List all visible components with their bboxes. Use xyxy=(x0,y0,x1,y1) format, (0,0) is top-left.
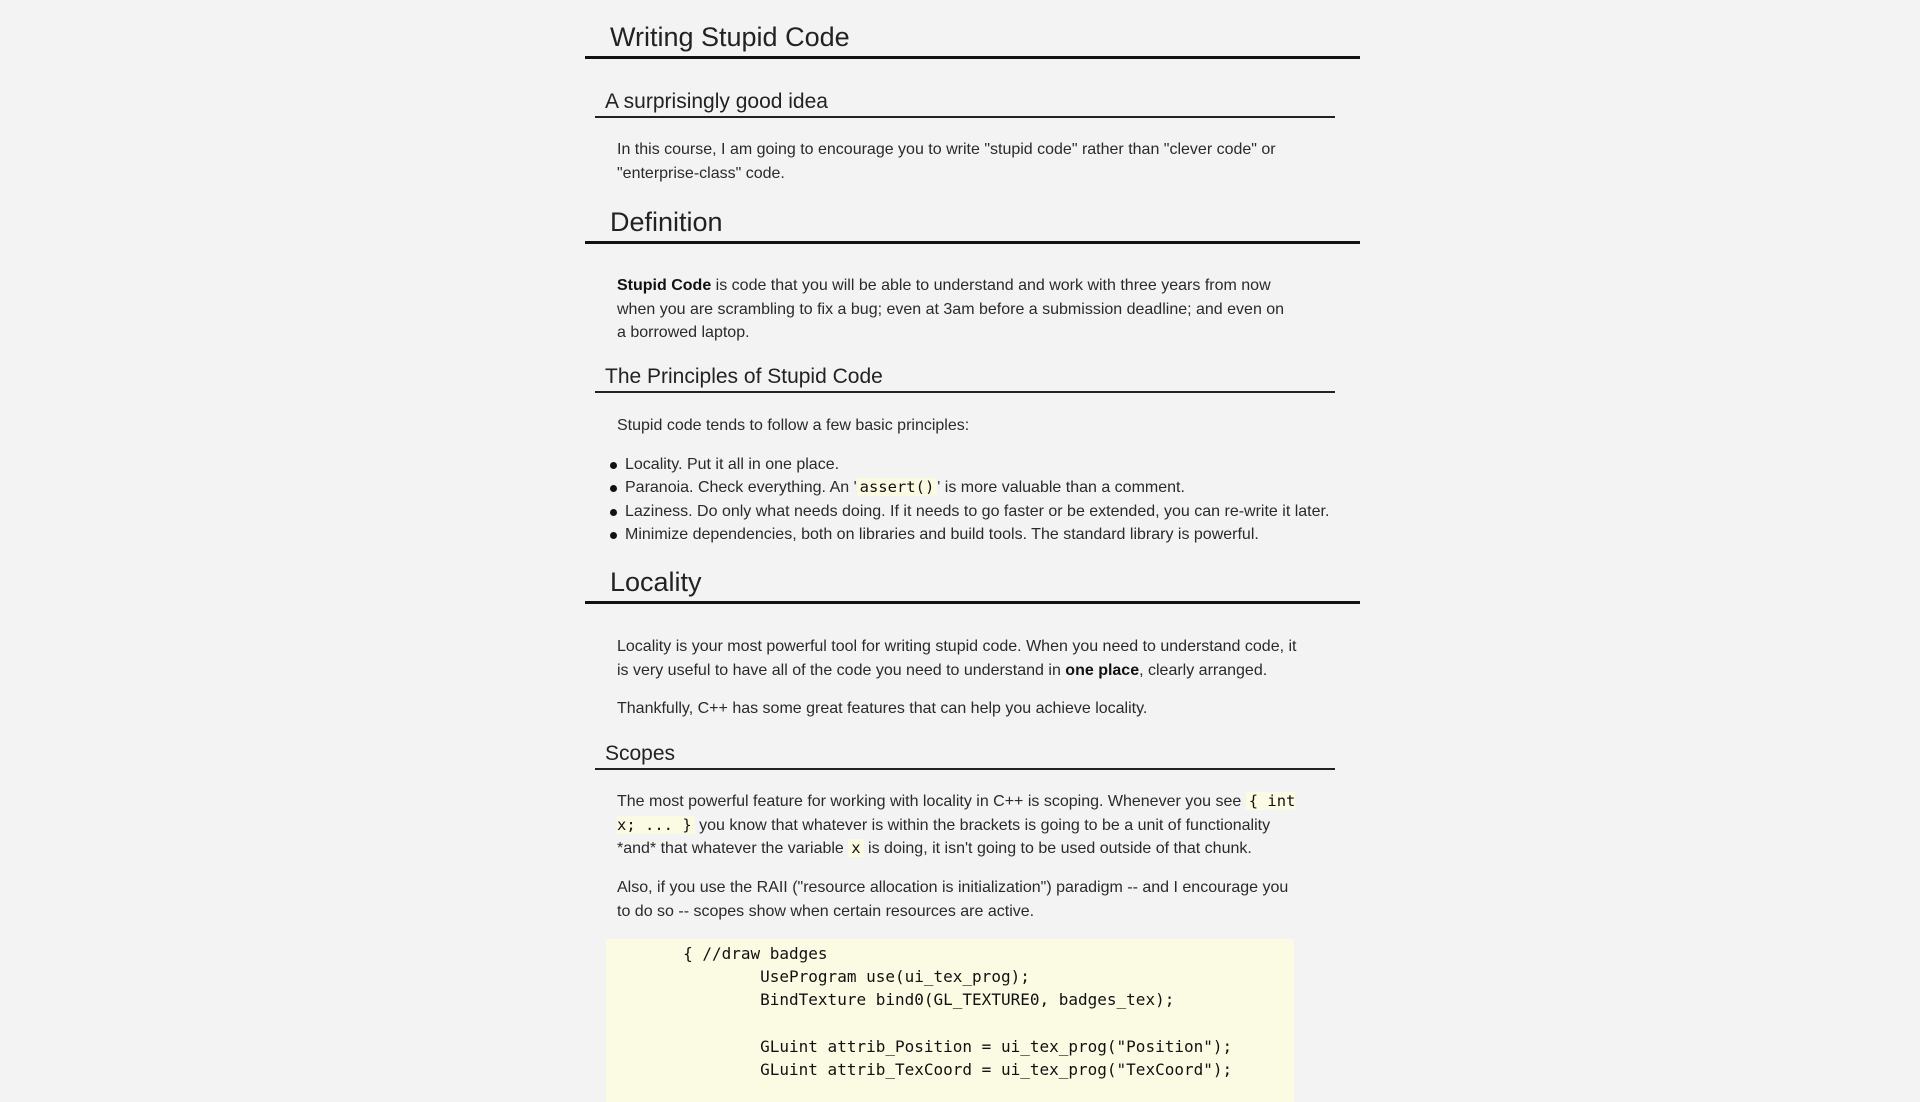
scopes-paragraph-2: Also, if you use the RAII ("resource allocation is initialization") paradigm -- and I encourage you to do so -- scopes show when certain resources are active. xyxy=(617,879,1289,920)
scopes-text-c: is doing, it isn't going to be used outside of that chunk. xyxy=(863,840,1252,857)
principles-list xyxy=(585,453,1335,546)
heading-definition: Definition xyxy=(585,207,1360,244)
bullet-icon xyxy=(610,462,617,469)
definition-text: is code that you will be able to understand and work with three years from now when you are scrambling to fix a bug; even at 3am before a submission deadline; and even on a borrowed laptop. xyxy=(617,277,1285,341)
list-item xyxy=(585,453,1335,476)
locality-text-b: , clearly arranged. xyxy=(1139,661,1268,679)
heading-locality: Locality xyxy=(585,567,1360,604)
bullet-icon xyxy=(610,532,617,539)
list-item xyxy=(585,500,1335,523)
intro-paragraph: In this course, I am going to encourage you to write "stupid code" rather than "clever code" or "enterprise-class" code. xyxy=(617,141,1276,182)
code-line: UseProgram use(ui_tex_prog); xyxy=(606,967,1030,987)
list-item-text: Minimize dependencies, both on libraries and build tools. The standard library is powerful. xyxy=(625,525,1259,543)
principles-lead: Stupid code tends to follow a few basic principles: xyxy=(617,417,970,434)
locality-paragraph-1 xyxy=(617,635,1297,682)
list-item-text: Laziness. Do only what needs doing. If it needs to go faster or be extended, you can re-write it later. xyxy=(625,502,1330,520)
scopes-text-b: you know that whatever is within the brackets is going to be a unit of functionality *and* that whatever the variable xyxy=(617,816,1271,857)
list-item xyxy=(585,523,1335,546)
list-item-text: Locality. Put it all in one place. xyxy=(625,456,840,473)
code-block xyxy=(606,939,1294,1102)
subheading-surprisingly-good-idea: A surprisingly good idea xyxy=(595,90,1335,118)
locality-text-a: Locality is your most powerful tool for writing stupid code. When you need to understand code, it is very useful to have all of the code you need to understand in xyxy=(617,638,1297,679)
definition-paragraph xyxy=(617,274,1297,345)
scopes-text-a: The most powerful feature for working with locality in C++ is scoping. Whenever you see xyxy=(617,793,1246,810)
locality-paragraph-2: Thankfully, C++ has some great features that can help you achieve locality. xyxy=(617,700,1148,717)
code-line: { //draw badges xyxy=(606,944,828,963)
list-item xyxy=(585,476,1335,499)
bullet-icon xyxy=(610,509,617,516)
subheading-scopes: Scopes xyxy=(595,742,1335,770)
code-line: GLuint attrib_Position = ui_tex_prog("Position"); xyxy=(606,1036,1233,1056)
heading-writing-stupid-code: Writing Stupid Code xyxy=(585,22,1360,59)
bullet-icon xyxy=(610,485,617,492)
subheading-principles: The Principles of Stupid Code xyxy=(595,365,1335,393)
scopes-paragraph-1 xyxy=(617,790,1297,861)
definition-term: Stupid Code xyxy=(617,277,712,294)
locality-emphasis: one place xyxy=(1065,661,1140,679)
inline-code-scope: { int x; ... } xyxy=(617,792,1296,834)
list-item-text: Paranoia. Check everything. An ' xyxy=(625,479,857,497)
list-item-text-tail: ' is more valuable than a comment. xyxy=(937,479,1185,497)
code-line: GLuint attrib_TexCoord = ui_tex_prog("TexCoord"); xyxy=(606,1060,1233,1080)
inline-code-assert: assert() xyxy=(857,478,938,496)
inline-code-x: x xyxy=(848,839,863,857)
code-line: BindTexture bind0(GL_TEXTURE0, badges_tex); xyxy=(606,990,1175,1010)
